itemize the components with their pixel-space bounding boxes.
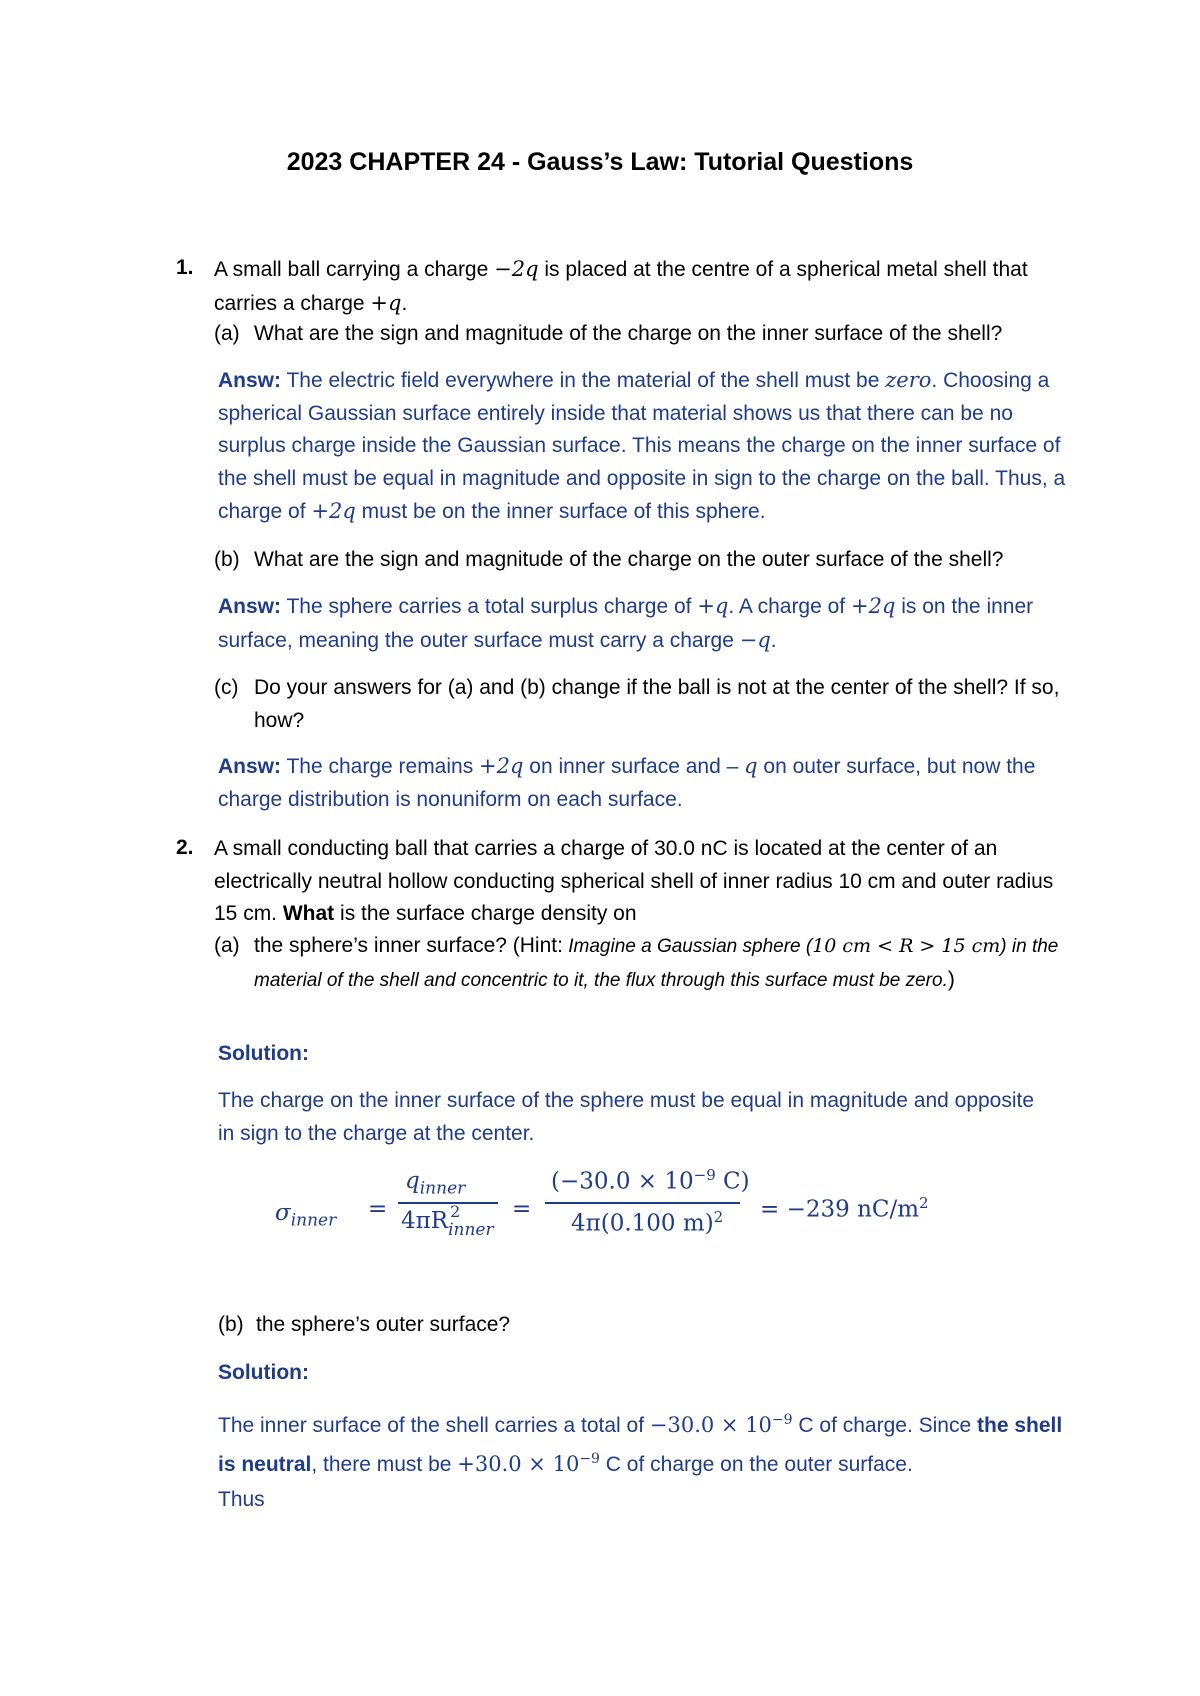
q2b-sol-math-2-sup: −9	[579, 1450, 600, 1467]
q1-stem-text-2: is placed at the centre of a spherical metal shell that carries a charge	[214, 258, 1028, 315]
eq-q-sub: inner	[419, 1178, 466, 1199]
q2b-sol-text-3: , there must be	[311, 1452, 458, 1476]
q2a-hint-text-2: ) in the material of the shell and concentric to it, the flux through this surface must be zero.	[254, 936, 1059, 991]
eq-num-2-sup: −9	[693, 1166, 716, 1184]
q1b-answer-charge-3: −q	[739, 627, 771, 652]
eq-num-2-end: C)	[715, 1168, 750, 1195]
q1c-answer-label: Answ:	[218, 755, 281, 778]
eq-result-sup: 2	[919, 1194, 929, 1212]
q1b-answer-charge-1: +q	[697, 594, 729, 618]
q1a-label: (a)	[214, 322, 240, 345]
eq-4piR: 4πR	[401, 1208, 449, 1234]
eq-den-1	[401, 1202, 494, 1248]
q1a-answer-label: Answ:	[218, 369, 281, 392]
q1b-label: (b)	[214, 548, 240, 571]
q2a-solution-label: Solution:	[218, 1042, 309, 1065]
q1a-answer-text-2: . Choosing a spherical Gaussian surface entirely inside that material shows us that there can be no surplus charge inside the Gaussian surface. This means the charge on the inner surface of the shell must be equal in magnitude and opposite in sign to the charge on the ball. Thus, a charge of	[218, 369, 1066, 523]
eq-den-1-sub: inner	[448, 1220, 494, 1240]
q2b-sol-math-1-sup: −9	[771, 1412, 793, 1428]
q2a-hint-label: Hint:	[519, 934, 563, 957]
eq-sigma: σ	[275, 1200, 291, 1226]
q2b-solution-label: Solution:	[218, 1361, 309, 1384]
q2a-label: (a)	[214, 934, 240, 957]
q1a-answer	[218, 364, 1068, 529]
q2b-solution-text	[218, 1404, 1068, 1481]
q2-stem-text-1: A small conducting ball that carries a charge of 30.0 nC is located at the center of an electrically neutral hollow conducting spherical shell of inner radius 10 cm and outer radius 15 cm.	[214, 837, 1054, 925]
eq-equals-1: =	[368, 1196, 388, 1222]
eq-result-base: = −239 nC/m	[760, 1196, 920, 1223]
eq-num-1	[405, 1168, 465, 1199]
eq-fraction-bar-1	[398, 1202, 498, 1204]
q2b-sol-math-2: +30.0 × 10	[457, 1451, 580, 1476]
eq-num-2	[551, 1166, 750, 1195]
question-2-number: 2.	[176, 836, 194, 859]
eq-den-1-scripts	[448, 1202, 494, 1248]
eq-den-2	[571, 1208, 723, 1237]
q2a-hint-math: 10 cm < R > 15 cm	[812, 935, 1001, 957]
q1b-answer-text-1: The sphere carries a total surplus charge of	[281, 595, 698, 618]
q1a-answer-charge: +2q	[311, 499, 356, 523]
q2-stem-bold: What	[282, 902, 335, 925]
q1-stem-text-1: A small ball carrying a charge	[214, 258, 495, 281]
eq-equals-2: =	[512, 1196, 532, 1222]
eq-sigma-sub: inner	[290, 1210, 337, 1231]
q2a-solution-text: The charge on the inner surface of the sphere must be equal in magnitude and opposite in sign to the charge at the center.	[218, 1089, 1035, 1145]
page-title: 2023 CHAPTER 24 - Gauss’s Law: Tutorial Questions	[286, 148, 914, 176]
q1a-answer-text-3: must be on the inner surface of this sphere.	[355, 500, 766, 523]
q2b-thus: Thus	[218, 1488, 265, 1511]
question-1-number: 1.	[176, 256, 194, 279]
q2a-hint-close: )	[947, 967, 955, 991]
q1c-answer-charge-1: +2q	[479, 754, 524, 778]
eq-q: q	[405, 1168, 420, 1194]
q2a-question-text: the sphere’s inner surface? (	[254, 934, 520, 957]
q1c-answer-text-3: on outer surface, but now the charge distribution is nonuniform on each surface.	[218, 755, 1036, 811]
q1b-answer-text-4: .	[770, 628, 777, 652]
q2b-sol-bold: the shell is neutral	[218, 1414, 1063, 1476]
q2a-question	[254, 930, 1074, 997]
eq-den-1-sup: 2	[450, 1202, 461, 1221]
q2b-sol-text-2: C of charge. Since	[792, 1414, 977, 1437]
q1b-answer-charge-2: +2q	[850, 594, 896, 618]
q1a-answer-text-1: The electric field everywhere in the material of the shell must be	[281, 369, 886, 392]
q2b-question: the sphere’s outer surface?	[256, 1313, 511, 1336]
q1-charge-shell: +q	[370, 290, 402, 315]
surface-charge-density-equation	[275, 1166, 975, 1246]
q1b-question: What are the sign and magnitude of the charge on the outer surface of the shell?	[254, 548, 1004, 571]
eq-den-2-base: 4π(0.100 m)	[571, 1210, 714, 1237]
q2b-sol-text-4: C of charge on the outer surface.	[599, 1452, 913, 1476]
q2b-label: (b)	[218, 1313, 244, 1336]
q2b-sol-math-1: −30.0 × 10	[649, 1413, 772, 1437]
q1-charge-ball: −2q	[494, 257, 539, 281]
q1c-answer-text-2: on inner surface and –	[523, 755, 745, 778]
eq-den-2-sup: 2	[713, 1208, 724, 1226]
q1c-question: Do your answers for (a) and (b) change if the ball is not at the center of the shell? If so, how?	[254, 676, 1060, 732]
eq-fraction-bar-2	[545, 1202, 740, 1204]
eq-result	[760, 1194, 929, 1223]
q1c-label: (c)	[214, 676, 239, 699]
q1b-answer-text-2: . A charge of	[728, 595, 851, 618]
q1c-answer	[218, 750, 1068, 816]
q1a-answer-zero: zero	[885, 368, 932, 392]
eq-num-2-base: (−30.0 × 10	[551, 1168, 694, 1195]
question-2-stem	[214, 833, 1064, 931]
q1b-answer-label: Answ:	[218, 595, 281, 618]
q2b-sol-text-1: The inner surface of the shell carries a total of	[218, 1414, 650, 1437]
q2a-hint-text-1: Imagine a Gaussian sphere (	[562, 936, 813, 957]
q1c-answer-text-1: The charge remains	[281, 755, 480, 778]
q1b-answer	[218, 590, 1068, 657]
q1c-answer-charge-2: q	[744, 754, 758, 778]
eq-lhs	[275, 1200, 336, 1231]
q1a-question: What are the sign and magnitude of the charge on the inner surface of the shell?	[254, 322, 1003, 345]
question-1-stem: A small ball carrying a charge −2q is placed at the centre of a spherical metal shell that carries a charge +q.	[214, 257, 1028, 315]
q2-stem-text-2: is the surface charge density on	[334, 902, 637, 925]
q1b-answer-text-3: is on the inner surface, meaning the outer surface must carry a charge	[218, 595, 1034, 652]
